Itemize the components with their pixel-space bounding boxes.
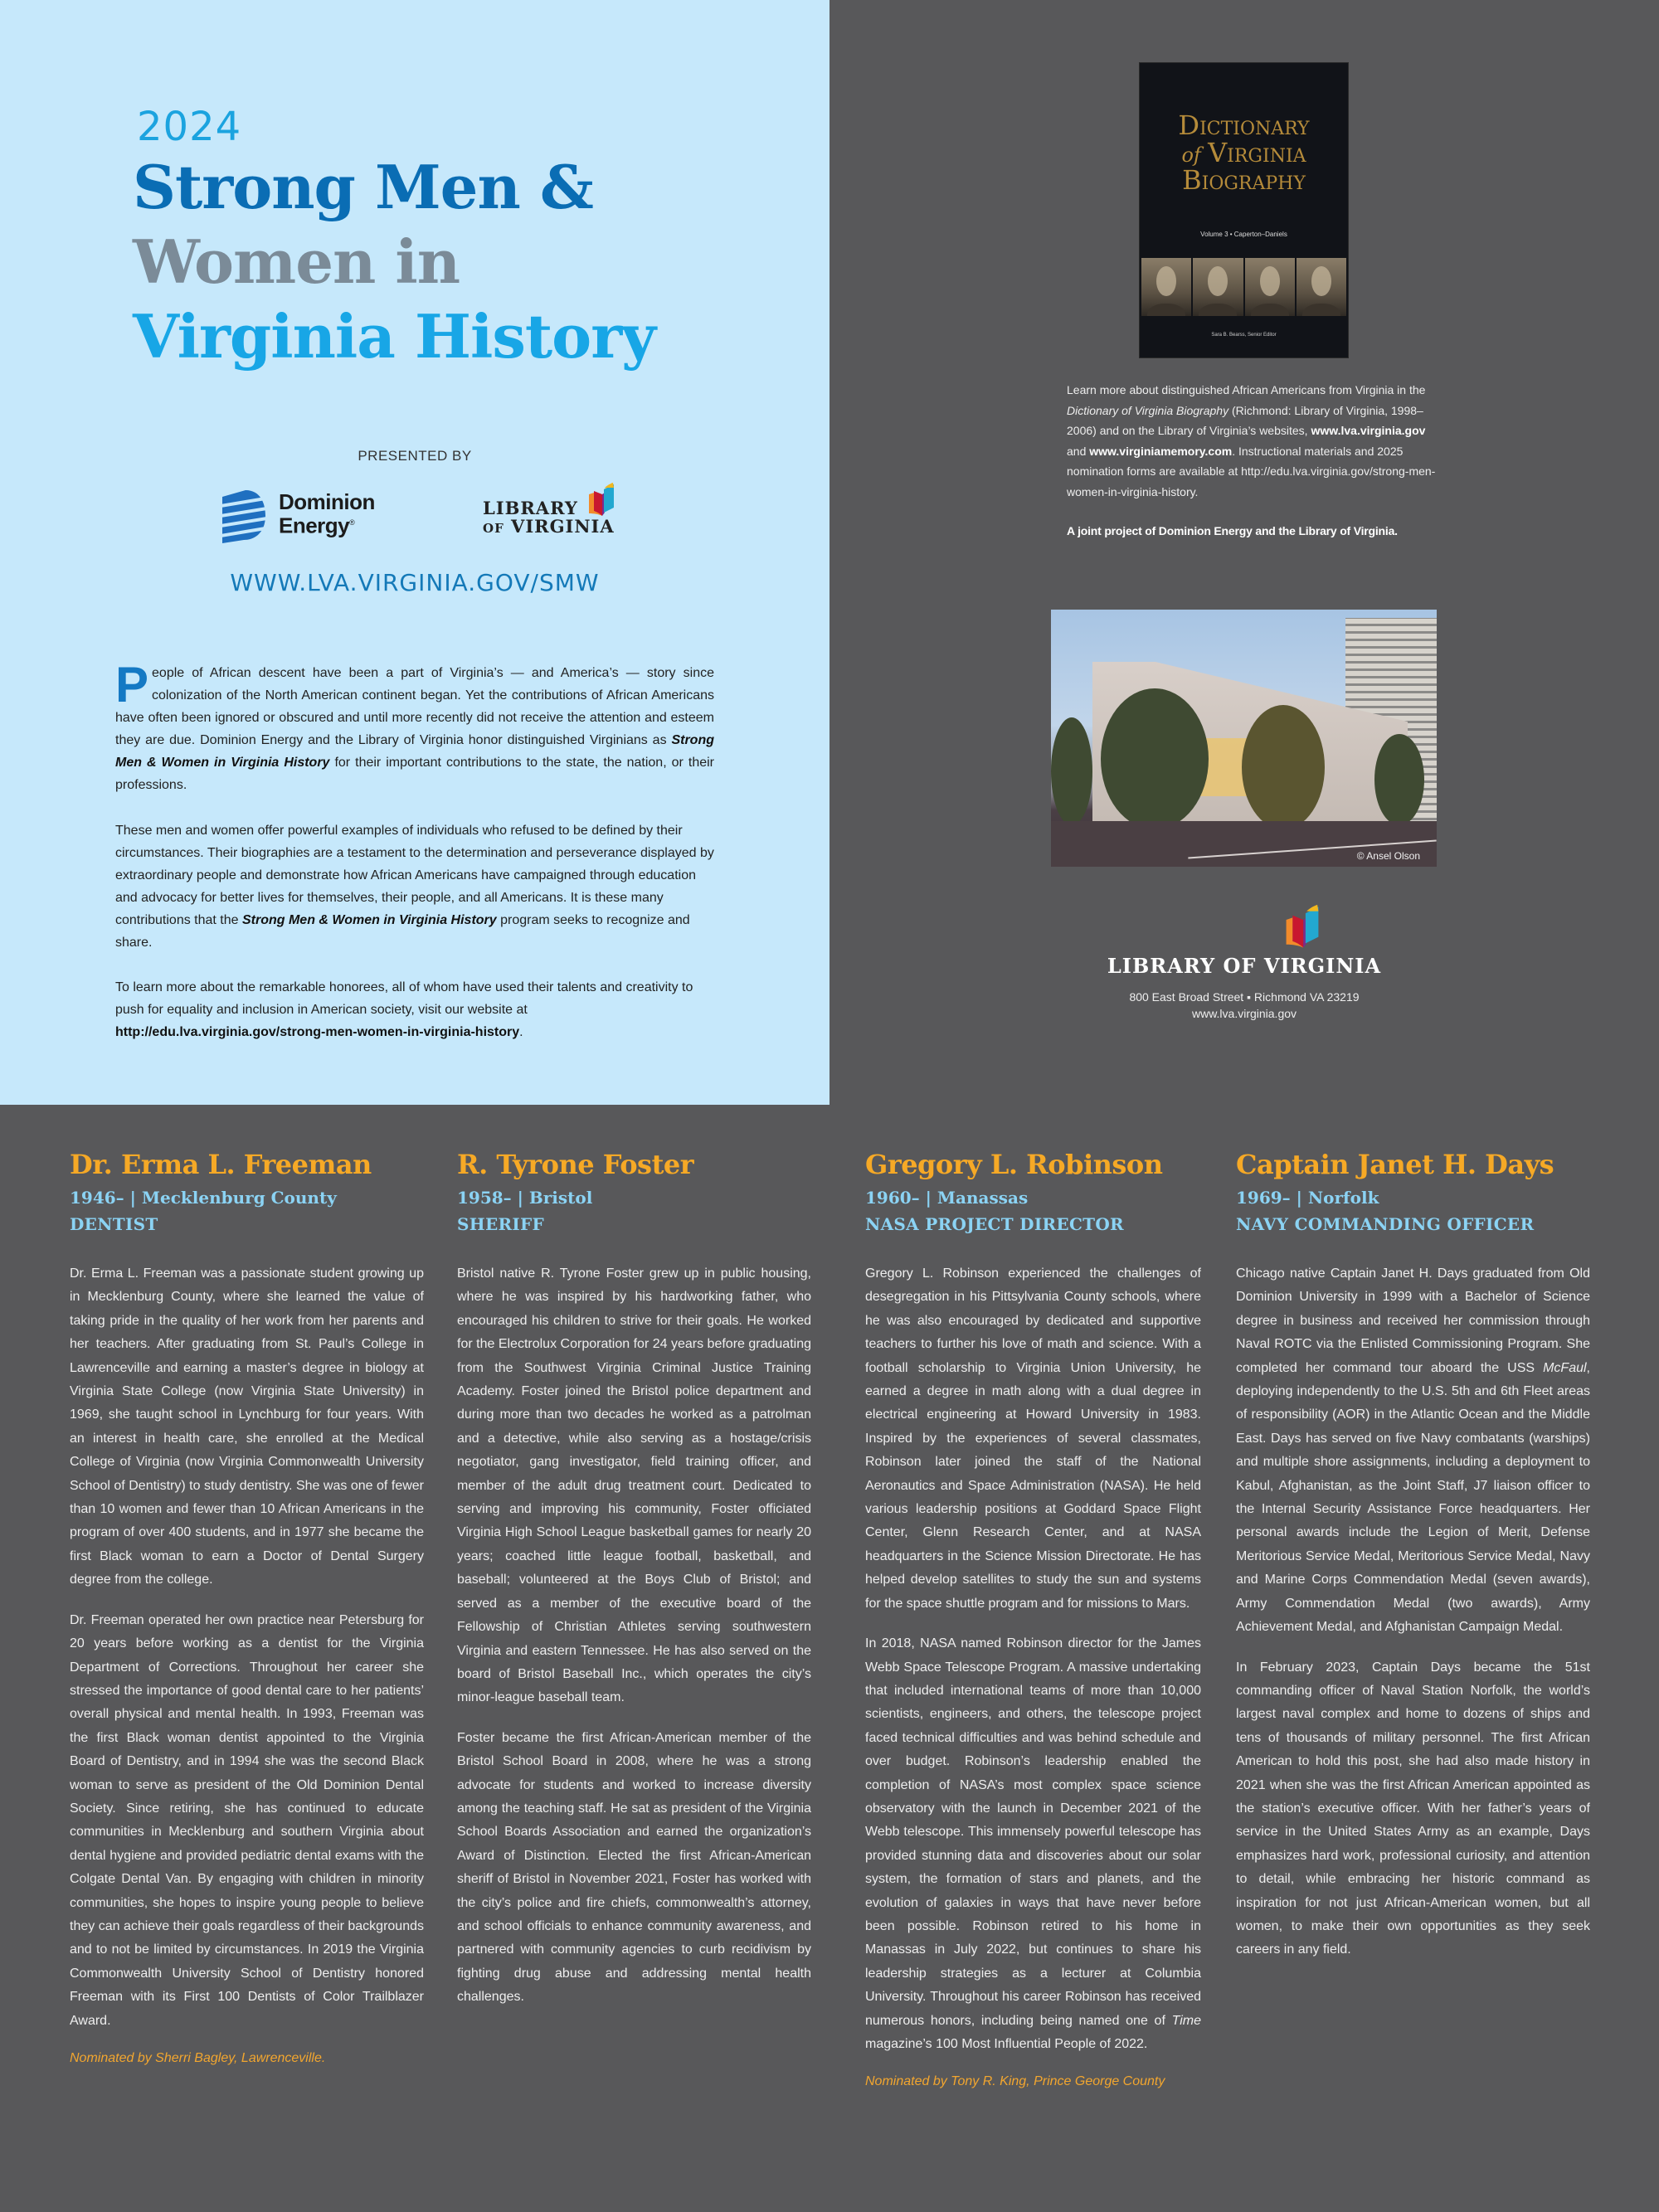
learn-more-part: (Richmond: Library of Virginia, 1998–2006) and on the Library of Virginia’s websites, <box>1067 403 1423 437</box>
honoree-name: Dr. Erma L. Freeman <box>70 1149 372 1180</box>
poster-year: 2024 <box>137 104 242 150</box>
intro-paragraphs <box>115 819 714 1066</box>
intro-p2-text: These men and women offer powerful examples of individuals who refused to be defined by their circumstances. Their biographies are a testament to the determination and perseverance displayed by extraordinary people and demonstrate how African Americans have campaigned through education and advocacy for better lives for themselves, their people, and all Americans. It is these many contributions that the <box>115 824 714 927</box>
honoree-freeman <box>70 1145 424 2066</box>
honoree-bio <box>457 1262 811 2010</box>
photo-tree <box>1101 688 1209 829</box>
photo-tree <box>1051 717 1092 825</box>
dominion-energy-wordmark <box>279 489 375 538</box>
bio-text: Chicago native Captain Janet H. Days graduated from Old Dominion University in 1999 with a Bachelor of Science degree in business and received her commission through Naval ROTC via the Enlisted Commissioning Program. She completed her command tour aboard the USS <box>1236 1266 1590 1375</box>
honoree-robinson <box>865 1145 1201 2089</box>
virginia-memory-link[interactable]: www.virginiamemory.com <box>1089 444 1233 458</box>
program-name-emphasis: Strong Men & Women in Virginia History <box>241 913 497 927</box>
intro-paragraph-2 <box>115 819 714 954</box>
honoree-birth-place: 1958– | Bristol <box>457 1188 593 1208</box>
dominion-word: Dominion <box>279 489 375 514</box>
honoree-bio <box>1236 1262 1590 1962</box>
photo-tree <box>1242 705 1325 829</box>
library-address: 800 East Broad Street ▪ Richmond VA 23219 <box>1129 990 1360 1004</box>
energy-word: Energy <box>279 513 350 538</box>
magazine-title: Time <box>1171 2013 1201 2028</box>
library-of-virginia-name: LIBRARY OF VIRGINIA <box>1107 954 1382 978</box>
bio-paragraph <box>865 1632 1201 2056</box>
drop-cap: P <box>115 657 149 712</box>
honorees-website-link[interactable]: http://edu.lva.virginia.gov/strong-men-women-in-virginia-history <box>115 1025 520 1039</box>
nominated-by: Nominated by Sherri Bagley, Lawrenceville. <box>70 2051 326 2065</box>
portrait-image <box>1193 258 1243 316</box>
learn-more-and: and <box>1067 444 1090 458</box>
learn-more-part: Learn more about distinguished African Americans from Virginia in the <box>1067 383 1426 396</box>
bio-paragraph: Gregory L. Robinson experienced the challenges of desegregation in his Pittsylvania County schools, where he was also encouraged by dedicated and supportive teachers to further his love of math and science. With a football scholarship to Virginia Union University, he earned a degree in math along with a dual degree in electrical engineering at Howard University in 1983. Inspired by the experiences of several classmates, Robinson later joined the staff of the National Aeronautics and Space Administration (NASA). He held various leadership positions at Goddard Space Flight Center, Glenn Research Center, and at NASA headquarters in the Science Mission Directorate. He has helped develop satellites to study the sun and systems for the space shuttle program and for missions to Mars. <box>865 1266 1201 1611</box>
lva-website-link[interactable]: www.lva.virginia.gov <box>1311 424 1426 437</box>
bio-paragraph: In February 2023, Captain Days became the 51st commanding officer of Naval Station Norfolk, the world’s largest naval complex and home to dozens of ships and tens of thousands of military personnel. The first African American to hold this post, she had also made history in 2021 when she was the first African American appointed as the station’s executive officer. With her father’s years of service in the United States Army as an example, Days emphasizes hard work, professional curiosity, and attention to detail, while embracing her historic command as inspiration for not just African-American women, but all women, to make their own opportunities as they seek careers in any field. <box>1236 1660 1590 1957</box>
joint-project-note: A joint project of Dominion Energy and the Library of Virginia. <box>1067 524 1398 537</box>
poster-title-line-3: Virginia History <box>133 301 655 372</box>
registered-mark: ® <box>349 518 355 527</box>
honoree-foster <box>457 1145 811 2010</box>
honoree-days <box>1236 1145 1590 1962</box>
dominion-energy-mark-icon <box>221 489 267 543</box>
bio-paragraph: Dr. Erma L. Freeman was a passionate student growing up in Mecklenburg County, where she learned the value of taking pride in the quality of her work from her parents and her teachers. After graduating from St. Paul’s College in Lawrenceville and earning a master’s degree in biology at Virginia State College (now Virginia State University) in 1969, she taught school in Lynchburg for four years. With an interest in health care, she enrolled at the Medical College of Virginia (now Virginia Commonwealth University School of Dentistry) to study dentistry. She was one of fewer than 10 women and fewer than 10 African Americans in the program of over 400 students, and in 1977 she became the first Black woman to earn a Doctor of Dental Surgery degree from the college. <box>70 1266 424 1587</box>
program-website-link[interactable]: WWW.LVA.VIRGINIA.GOV/SMW <box>230 569 600 596</box>
of-word: OF <box>483 521 504 536</box>
honoree-name: R. Tyrone Foster <box>457 1149 694 1180</box>
honoree-role: NAVY COMMANDING OFFICER <box>1236 1214 1535 1234</box>
honoree-name: Gregory L. Robinson <box>865 1149 1163 1180</box>
bio-paragraph <box>1236 1262 1590 1640</box>
bio-text: In 2018, NASA named Robinson director for the James Webb Space Telescope Program. A massive undertaking that included international teams of more than 10,000 scientists, engineers, and others, the telescope project faced technical difficulties and was behind schedule and over budget. Robinson’s leadership enabled the completion of NASA’s most complex space science observatory with the launch in December 2021 of the Webb telescope. This immensely powerful telescope has provided stunning data and discoveries about our solar system, the formation of stars and planets, and the evolution of galaxies in ways that have never before been possible. Robinson retired to his home in Manassas in July 2022, but continues to share his leadership strategies as a lecturer at Columbia University. Throughout his career Robinson has received numerous honors, including being named one of <box>865 1636 1201 2028</box>
library-building-photo <box>1051 610 1437 867</box>
book-title-biography: Biography <box>1182 164 1306 196</box>
honoree-name: Captain Janet H. Days <box>1236 1149 1554 1180</box>
intro-p3-text: To learn more about the remarkable honorees, all of whom have used their talents and creativity to push for equality and inclusion in American society, visit our website at <box>115 980 693 1017</box>
dictionary-book-cover <box>1139 62 1349 358</box>
learn-more-part: . Instructional materials and 2025 nomination forms are available at http://edu.lva.virginia.gov/strong-men-women-in-virginia-history. <box>1067 444 1436 498</box>
book-title-virginia: Virginia <box>1208 137 1306 168</box>
intro-paragraph-3 <box>115 976 714 1043</box>
open-book-icon <box>587 483 615 518</box>
bio-text: , deploying independently to the U.S. 5th and 6th Fleet areas of responsibility (AOR) in the Atlantic Ocean and the Middle East. Days has served on five Navy combatants (warships) and multiple shore assignments, including a deployment to Kabul, Afghanistan, as the Joint Staff, J7 liaison officer to the Internal Security Assistance Force headquarters. Her personal awards include the Legion of Merit, Defense Meritorious Service Medal, Meritorious Service Medal, Navy and Marine Corps Commendation Medal (seven awards), Army Commendation Medal (two awards), Army Achievement Medal, and Afghanistan Campaign Medal. <box>1236 1360 1590 1635</box>
nominated-by: Nominated by Tony R. King, Prince George County <box>865 2074 1165 2089</box>
dominion-energy-logo <box>221 485 395 547</box>
presented-by-label: PRESENTED BY <box>358 448 472 464</box>
library-address-block <box>830 989 1659 1022</box>
intro-p1-text: eople of African descent have been a part of Virginia’s — and America’s — story since colonization of the North American continent began. Yet the contributions of African Americans have often been ignored or obscured and until more recently did not receive the attention and esteem they are due. Dominion Energy and the Library of Virginia honor distinguished Virginians as <box>115 666 714 747</box>
photo-tree <box>1374 734 1424 825</box>
portrait-image <box>1297 258 1346 316</box>
intro-p3-period: . <box>519 1025 523 1039</box>
honoree-bio <box>865 1262 1201 2056</box>
honoree-bio <box>70 1262 424 2033</box>
library-word: LIBRARY <box>483 498 578 518</box>
program-name-emphasis: Strong Men & Women in Virginia History <box>115 733 714 770</box>
dictionary-title-italic: Dictionary of Virginia Biography <box>1067 403 1229 417</box>
honoree-role: NASA PROJECT DIRECTOR <box>865 1214 1124 1234</box>
bio-text: magazine’s 100 Most Influential People of 2022. <box>865 2037 1148 2051</box>
honoree-birth-place: 1946– | Mecklenburg County <box>70 1188 337 1208</box>
book-title <box>1140 109 1348 196</box>
poster-title-line-1: Strong Men & <box>133 152 593 222</box>
ship-name: McFaul <box>1543 1360 1587 1375</box>
virginia-word: VIRGINIA <box>511 516 615 537</box>
intro-paragraph-1 <box>115 657 714 796</box>
honoree-birth-place: 1969– | Norfolk <box>1236 1188 1379 1208</box>
book-portraits <box>1141 258 1346 316</box>
resources-panel <box>830 0 1659 1105</box>
intro-p2-text-end: program seeks to recognize and share. <box>115 913 690 950</box>
photo-credit: © Ansel Olson <box>1356 850 1420 862</box>
book-title-of: of <box>1181 143 1201 167</box>
intro-panel <box>0 0 830 1105</box>
bio-paragraph: Foster became the first African-American member of the Bristol School Board in 2008, where he was a strong advocate for students and worked to increase diversity among the teaching staff. He sat as president of the Virginia School Boards Association and earned the organization’s Award of Distinction. Elected the first African-American sheriff of Bristol in November 2021, Foster has worked with the city’s police and fire chiefs, commonwealth’s attorney, and school officials to enhance community awareness, and partnered with community agencies to curb recidivism by fighting drug abuse and addressing mental health challenges. <box>457 1730 811 2005</box>
honoree-role: SHERIFF <box>457 1214 545 1234</box>
portrait-image <box>1245 258 1295 316</box>
book-volume: Volume 3 • Caperton–Daniels <box>1200 231 1287 238</box>
library-of-virginia-logo <box>483 483 624 549</box>
honoree-birth-place: 1960– | Manassas <box>865 1188 1029 1208</box>
open-book-icon <box>1284 904 1321 950</box>
book-title-dictionary: Dictionary <box>1178 109 1310 141</box>
learn-more-text <box>1067 380 1440 502</box>
book-editor: Sara B. Bearss, Senior Editor <box>1211 333 1277 338</box>
portrait-image <box>1141 258 1191 316</box>
honoree-role: DENTIST <box>70 1214 158 1234</box>
intro-p1-text-end: for their important contributions to the state, the nation, or their professions. <box>115 756 714 792</box>
bio-paragraph: Bristol native R. Tyrone Foster grew up in public housing, where he was inspired by his hardworking father, who encouraged his children to strive for their goals. He worked for the Electrolux Corporation for 24 years before graduating from the Southwest Virginia Criminal Justice Training Academy. Foster joined the Bristol police department and during more than two decades he worked as a patrolman and a detective, while also serving as a hostage/crisis negotiator, gang investigator, field training officer, and member of the adult drug treatment court. Dedicated to serving and improving his community, Foster officiated Virginia High School League basketball games for nearly 20 years; coached little league football, basketball, and baseball; volunteered at the Boys Club of Bristol; and served as a member of the executive board of the Fellowship of Christian Athletes serving southwestern Virginia and eastern Tennessee. He has also served on the board of Bristol Baseball Inc., which operates the city’s minor-league baseball team. <box>457 1266 811 1705</box>
library-website-link[interactable]: www.lva.virginia.gov <box>1191 1007 1297 1020</box>
poster-title-line-2: Women in <box>133 226 460 297</box>
bio-paragraph: Dr. Freeman operated her own practice near Petersburg for 20 years before working as a dentist for the Virginia Department of Corrections. Throughout her career she stressed the importance of good dental care to her patients’ overall physical and mental health. In 1993, Freeman was the first Black woman dentist appointed to the Virginia Board of Dentistry, and in 1994 she was the second Black woman to serve as president of the Old Dominion Dental Society. Since retiring, she has continued to educate communities in Mecklenburg and southern Virginia about dental hygiene and provided pediatric dental exams with the Colgate Dental Van. By engaging with children in minority communities, she hopes to inspire young people to believe they can achieve their goals regardless of their backgrounds and to not be limited by circumstances. In 2019 the Virginia Commonwealth University School of Dentistry honored Freeman with its First 100 Dentists of Color Trailblazer Award. <box>70 1612 424 2028</box>
